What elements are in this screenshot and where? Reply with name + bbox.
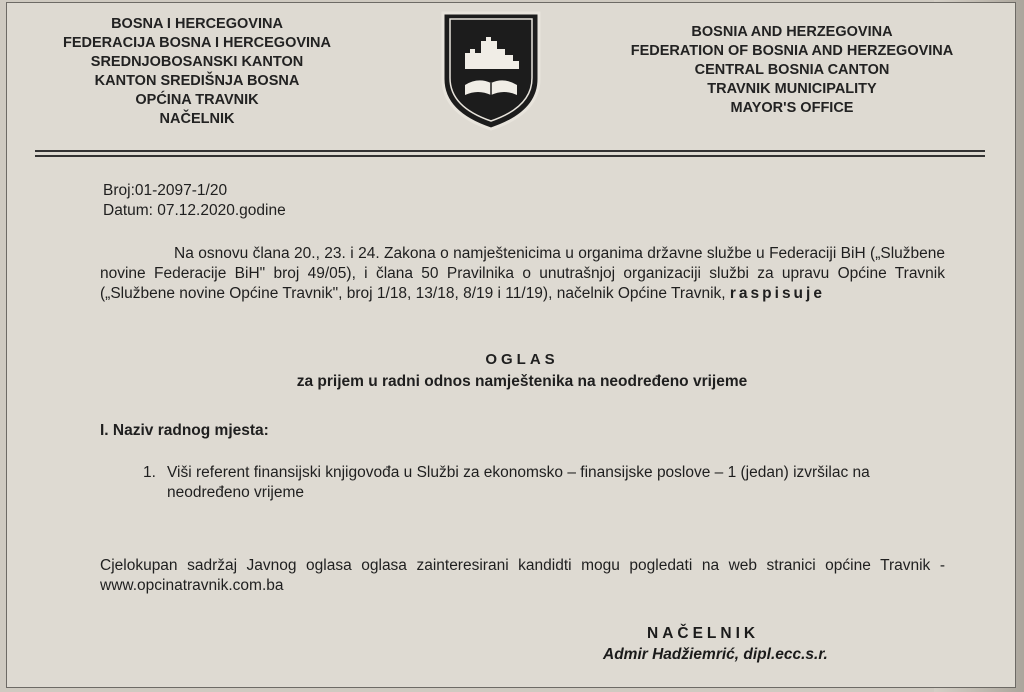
reference-date: Datum: 07.12.2020.godine (103, 202, 286, 219)
header-divider (35, 150, 985, 152)
list-item (143, 463, 943, 503)
header-left (17, 15, 377, 129)
header-left-line: SREDNJOBOSANSKI KANTON (90, 54, 304, 70)
header-left-line: KANTON SREDIŠNJA BOSNA (94, 73, 300, 89)
notice-subtitle: za prijem u radni odnos namještenika na neodređeno vrijeme (296, 373, 748, 390)
list-item-text: Viši referent finansijski knjigovođa u Službi za ekonomsko – finansijske poslove – 1 (jedan) izvršilac na neodređeno vrijeme (167, 464, 870, 501)
intro-text: Na osnovu člana 20., 23. i 24. Zakona o namještenicima u organima državne službe u Federaciji BiH („Službene novine Federacije BiH" broj 49/05), i člana 50 Pravilnika o unutrašnjoj organizaciji službi za upravu Općine Travnik („Službene novine Općine Travnik", broj 1/18, 13/18, 8/19 i 11/19), načelnik Općine Travnik, (100, 245, 945, 302)
section-heading: I. Naziv radnog mjesta: (100, 422, 269, 439)
public-notice (6, 2, 1016, 688)
reference-block (103, 181, 286, 221)
header-divider (35, 155, 985, 157)
header-right-line: CENTRAL BOSNIA CANTON (694, 62, 890, 78)
list-item-number: 1. (143, 464, 156, 481)
header-right (607, 23, 977, 118)
signature-name: Admir Hadžiemrić, dipl.ecc.s.r. (603, 646, 828, 663)
footer-paragraph: Cjelokupan sadržaj Javnog oglasa oglasa zainteresirani kandidti mogu pogledati na web stranici općine Travnik - www.opcinatravnik.com.ba (100, 557, 945, 594)
header-left-line: FEDERACIJA BOSNA I HERCEGOVINA (62, 35, 331, 51)
notice-title: OGLAS (485, 351, 559, 368)
intro-emphasis: raspisuje (729, 285, 825, 302)
reference-number: Broj:01-2097-1/20 (103, 182, 228, 199)
header-right-line: FEDERATION OF BOSNIA AND HERZEGOVINA (630, 43, 954, 59)
header-left-line: BOSNA I HERCEGOVINA (111, 16, 283, 32)
signature-title: NAČELNIK (647, 625, 760, 642)
header-right-line: MAYOR'S OFFICE (730, 100, 854, 116)
coat-of-arms-icon (437, 9, 545, 133)
header-right-line: BOSNIA AND HERZEGOVINA (691, 24, 893, 40)
header-right-line: TRAVNIK MUNICIPALITY (707, 81, 877, 97)
intro-paragraph (100, 244, 945, 304)
header-left-line: NAČELNIK (159, 111, 235, 127)
header-left-line: OPĆINA TRAVNIK (135, 92, 259, 108)
